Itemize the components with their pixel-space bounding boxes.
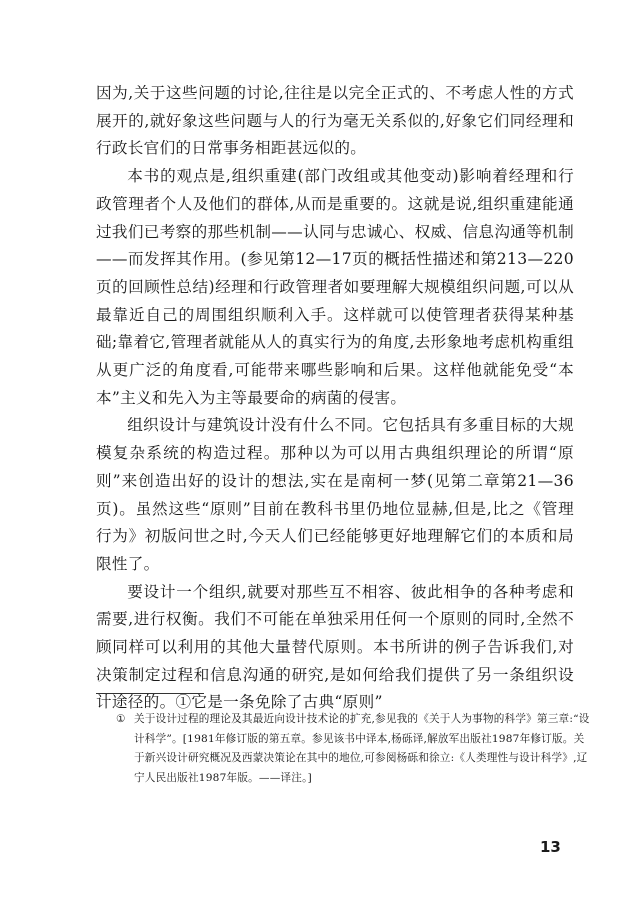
footnote-text: 关于设计过程的理论及其最近向设计技术论的扩充,参见我的《关于人为事物的科学》第三章:“设计科学”。[1981年修订版的第五章。参见该书中译本,杨砾译,解放军出版社1987年修订版。关于新兴设计研究概况及西蒙决策论在其中的地位,可参阅杨砾和徐立:《人类理性与设计科学》,辽宁人民出版社1987年版。——译注。]: [134, 713, 590, 784]
footnote: [116, 710, 590, 788]
page-number: 13: [540, 838, 561, 856]
paragraph-4: 要设计一个组织,就要对那些互不相容、彼此相争的各种考虑和需要,进行权衡。我们不可能在单独采用任何一个原则的同时,全然不顾同样可以利用的其他大量替代原则。本书所讲的例子告诉我们,对决策制定过程和信息沟通的研究,是如何给我们提供了另一条组织设计途径的。①它是一条免除了古典“原则”: [96, 582, 574, 712]
paragraph-2: 本书的观点是,组织重建(部门改组或其他变动)影响着经理和行政管理者个人及他们的群体,从而是重要的。这就是说,组织重建能通过我们已考察的那些机制——认同与忠诚心、权威、信息沟通等机制——而发挥其作用。(参见第12—17页的概括性描述和第213—220页的回顾性总结)经理和行政管理者如要理解大规模组织问题,可以从最靠近自己的周围组织顺利入手。这样就可以使管理者获得某种基础;靠着它,管理者就能从人的真实行为的角度,去形象地考虑机构重组从更广泛的角度看,可能带来哪些影响和后果。这样他就能免受“本本”主义和先入为主等最要命的病菌的侵害。: [96, 167, 574, 407]
footnote-mark: ①: [116, 713, 126, 725]
paragraph-1: 因为,关于这些问题的讨论,往往是以完全正式的、不考虑人性的方式展开的,就好象这些问题与人的行为毫无关系似的,好象它们同经理和行政长官们的日常事务相距甚远似的。: [96, 84, 574, 158]
paragraph-3: 组织设计与建筑设计没有什么不同。它包括具有多重目标的大规模复杂系统的构造过程。那种以为可以用古典组织理论的所谓“原则”来创造出好的设计的想法,实在是南柯一梦(见第二章第21—36页)。虽然这些“原则”目前在教科书里仍地位显赫,但是,比之《管理行为》初版问世之时,今天人们已经能够更好地理解它们的本质和局限性了。: [96, 416, 574, 573]
footnote-separator: [96, 693, 204, 694]
body-text: [96, 80, 574, 717]
